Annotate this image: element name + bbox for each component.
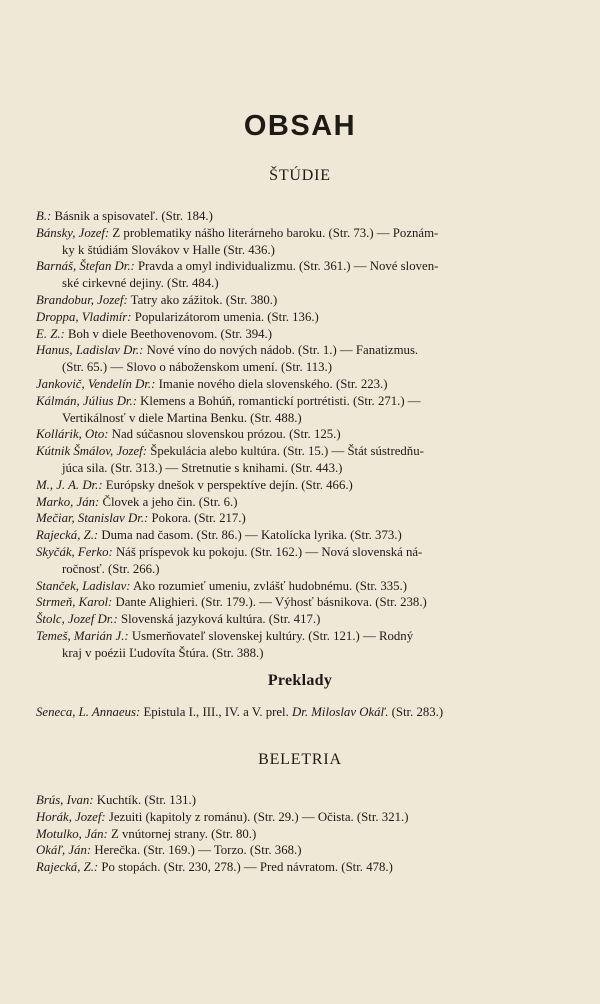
entry-line (36, 704, 566, 721)
entry-author: Seneca, L. Annaeus: (36, 705, 141, 719)
list-item (36, 544, 566, 578)
entry-author: Brús, Ivan: (36, 793, 94, 807)
entry-text: Nové víno do nových nádob. (Str. 1.) — Fanatizmus. (146, 343, 419, 358)
entry-line (36, 809, 566, 826)
entry-translator: Dr. Miloslav Okáľ. (292, 705, 389, 719)
entry-text: Dante Alighieri. (Str. 179.). — Výhosť básnikova. (Str. 238.) (115, 595, 427, 610)
entry-text: ské cirkevné dejiny. (Str. 484.) (62, 276, 219, 291)
entry-text: Náš príspevok ku pokoju. (Str. 162.) — Nová slovenská ná- (115, 544, 423, 559)
section-heading-preklady: Preklady (267, 672, 333, 689)
list-item (36, 527, 566, 544)
entry-line (36, 826, 566, 843)
entry-text: Boh v diele Beethovenovom. (Str. 394.) (68, 326, 273, 341)
entry-text: Človek a jeho čin. (Str. 6.) (102, 494, 238, 509)
entry-text: Pravda a omyl individualizmu. (Str. 361.) — Nové sloven- (138, 259, 439, 274)
entry-text: Básnik a spisovateľ. (Str. 184.) (54, 209, 213, 223)
list-item (36, 208, 566, 225)
entry-text: Duma nad časom. (Str. 86.) — Katolícka lyrika. (Str. 373.) (101, 528, 402, 543)
entry-text: ročnosť. (Str. 266.) (62, 561, 160, 576)
list-item (36, 510, 566, 527)
list-item (36, 309, 566, 326)
entry-text: Nad súčasnou slovenskou prózou. (Str. 125.) (111, 427, 341, 442)
entry-line (36, 242, 566, 259)
entry-author: Temeš, Marián J.: (36, 628, 129, 643)
list-item (36, 342, 566, 376)
entry-author: Bánsky, Jozef: (36, 225, 110, 240)
entry-line (36, 376, 566, 393)
list-item (36, 842, 566, 859)
studie-list (36, 208, 566, 662)
entry-text: Usmerňovateľ slovenskej kultúry. (Str. 121.) — Rodný (131, 628, 414, 643)
entry-author: Skyčák, Ferko: (36, 544, 113, 559)
list-item (36, 594, 566, 611)
preklady-list (36, 704, 566, 721)
entry-author: Kollárik, Oto: (36, 427, 109, 442)
list-item (36, 628, 566, 662)
entry-page-ref: (Str. 283.) (391, 705, 444, 719)
entry-text: (Str. 65.) — Slovo o náboženskom umení. (Str. 113.) (62, 360, 333, 375)
list-item (36, 393, 566, 427)
entry-text: Tatry ako zážitok. (Str. 380.) (130, 292, 278, 307)
entry-author: Droppa, Vladimír: (36, 309, 132, 324)
entry-author: Jankovič, Vendelín Dr.: (36, 376, 156, 391)
entry-text: Vertikálnosť v diele Martina Benku. (Str. 488.) (62, 410, 302, 425)
entry-line (36, 594, 566, 611)
entry-text: Špekulácia alebo kultúra. (Str. 15.) — Štát sústredňu- (150, 444, 424, 459)
list-item (36, 426, 566, 443)
entry-text: Po stopách. (Str. 230, 278.) — Pred návratom. (Str. 478.) (101, 860, 393, 875)
list-item (36, 611, 566, 628)
entry-line (36, 859, 566, 876)
section-heading-studie: ŠTÚDIE (269, 167, 331, 184)
entry-line (36, 527, 566, 544)
list-item (36, 292, 566, 309)
list-item (36, 704, 566, 721)
entry-author: Brandobur, Jozef: (36, 292, 128, 307)
entry-text: Popularizátorom umenia. (Str. 136.) (134, 309, 319, 324)
entry-text: ky k štúdiám Slovákov v Halle (Str. 436.) (62, 242, 275, 257)
entry-line (36, 494, 566, 511)
list-item (36, 326, 566, 343)
entry-text: Klemens a Bohúň, romantickí portrétisti. (Str. 271.) — (140, 393, 421, 408)
entry-line (36, 393, 566, 410)
entry-line (36, 842, 566, 859)
list-item (36, 792, 566, 809)
entry-author: Okáľ, Ján: (36, 843, 92, 858)
entry-line (36, 645, 566, 662)
list-item (36, 443, 566, 477)
entry-line (36, 544, 566, 561)
entry-text: Z vnútornej strany. (Str. 80.) (111, 826, 257, 841)
list-item (36, 809, 566, 826)
entry-line (36, 292, 566, 309)
entry-text: Jezuiti (kapitoly z románu). (Str. 29.) — Očista. (Str. 321.) (108, 809, 409, 824)
entry-line (36, 326, 566, 343)
entry-text: Epistula I., III., IV. a V. prel. (143, 705, 289, 719)
entry-line (36, 578, 566, 595)
list-item (36, 494, 566, 511)
entry-line (36, 208, 566, 225)
entry-author: Stanček, Ladislav: (36, 578, 131, 593)
entry-author: Mečiar, Stanislav Dr.: (36, 511, 149, 526)
entry-line (36, 225, 566, 242)
entry-text: Pokora. (Str. 217.) (151, 511, 246, 526)
list-item (36, 578, 566, 595)
entry-text: Z problematiky nášho literárneho baroku. (Str. 73.) — Poznám- (112, 225, 439, 240)
entry-author: Strmeň, Karol: (36, 595, 113, 610)
entry-line (36, 477, 566, 494)
section-heading-beletria: BELETRIA (258, 751, 342, 768)
entry-author: Štolc, Jozef Dr.: (36, 612, 118, 627)
entry-line (36, 359, 566, 376)
entry-author: Kálmán, Július Dr.: (36, 393, 137, 408)
entry-text: júca sila. (Str. 313.) — Stretnutie s knihami. (Str. 443.) (62, 460, 343, 475)
list-item (36, 859, 566, 876)
list-item (36, 376, 566, 393)
entry-author: Hanus, Ladislav Dr.: (36, 343, 144, 358)
entry-text: Herečka. (Str. 169.) — Torzo. (Str. 368.) (94, 843, 302, 858)
entry-text: Slovenská jazyková kultúra. (Str. 417.) (120, 612, 321, 627)
list-item (36, 258, 566, 292)
entry-author: Kútnik Šmálov, Jozef: (36, 444, 147, 459)
entry-text: Ako rozumieť umeniu, zvlášť hudobnému. (Str. 335.) (133, 578, 407, 593)
entry-author: Rajecká, Z.: (36, 528, 99, 543)
entry-author: Barnáš, Štefan Dr.: (36, 259, 135, 274)
list-item (36, 225, 566, 259)
entry-author: Rajecká, Z.: (36, 860, 99, 875)
entry-author: Horák, Jozef: (36, 809, 106, 824)
entry-line (36, 410, 566, 427)
entry-line (36, 426, 566, 443)
entry-line (36, 460, 566, 477)
entry-text: Európsky dnešok v perspektíve dejín. (Str. 466.) (105, 477, 353, 492)
entry-author: Motulko, Ján: (36, 826, 108, 841)
entry-line (36, 275, 566, 292)
list-item (36, 477, 566, 494)
entry-line (36, 792, 566, 809)
entry-line (36, 309, 566, 326)
entry-text: kraj v poézii Ľudovíta Štúra. (Str. 388.) (62, 645, 264, 660)
entry-line (36, 561, 566, 578)
beletria-list (36, 792, 566, 876)
list-item (36, 826, 566, 843)
entry-line (36, 342, 566, 359)
entry-author: E. Z.: (36, 326, 65, 341)
entry-text: Kuchtík. (Str. 131.) (96, 793, 196, 807)
entry-line (36, 443, 566, 460)
entry-author: B.: (36, 209, 52, 223)
entry-line (36, 510, 566, 527)
entry-line (36, 258, 566, 275)
page-title: OBSAH (243, 110, 357, 142)
entry-text: Imanie nového diela slovenského. (Str. 223.) (158, 376, 388, 391)
entry-author: M., J. A. Dr.: (36, 477, 103, 492)
entry-line (36, 611, 566, 628)
entry-author: Marko, Ján: (36, 494, 100, 509)
entry-line (36, 628, 566, 645)
